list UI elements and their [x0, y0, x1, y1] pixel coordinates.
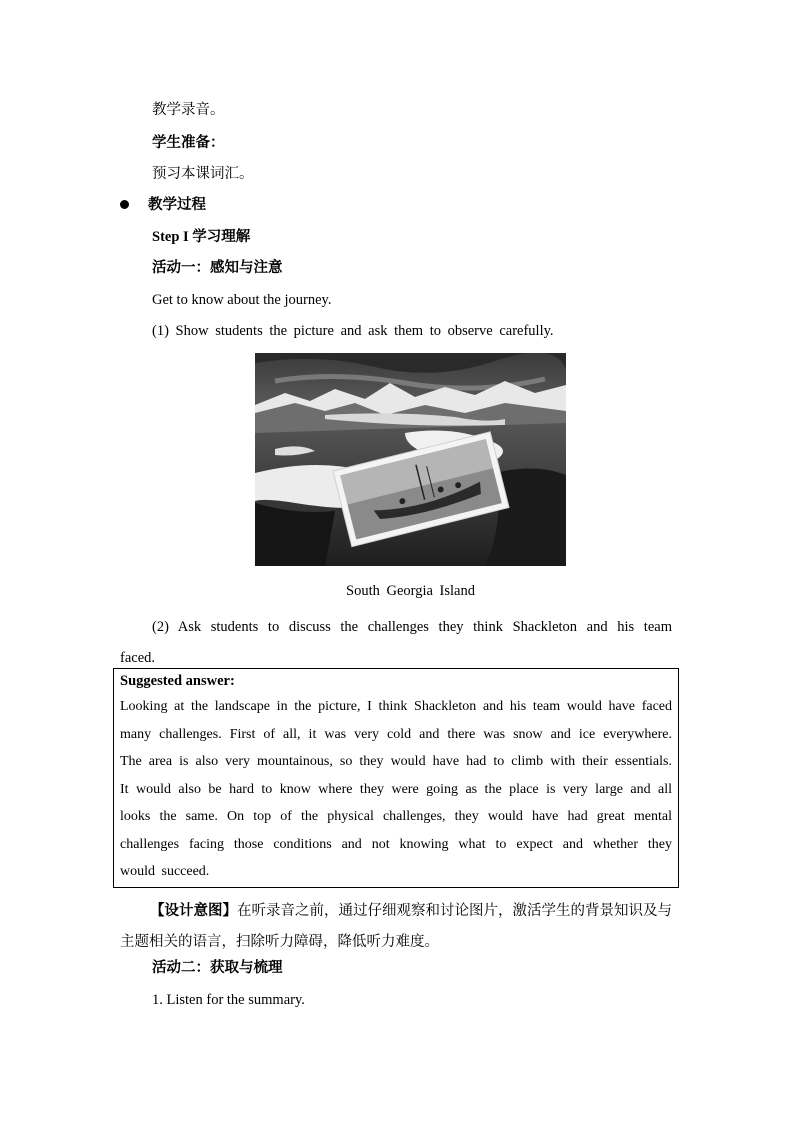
student-prep-text: 预习本课词汇。 [152, 166, 254, 182]
activity1-heading: 活动一：感知与注意 [152, 260, 283, 276]
suggested-answer-text: Looking at the landscape in the picture, I think Shackleton and his team would have faced many challenges. First of all, it was very cold and there was snow and ice everywhere. The area is also very mountainous, so they would have had to climb with their essentials. It would also be hard to know where they were going as the place is very large and all looks the same. On top of the physical challenges, they would have had great mental challenges facing those conditions and not knowing what to expect and whether they would succeed. [120, 699, 672, 879]
process-heading: 教学过程 [148, 197, 206, 213]
step-label: Step I 学习理解 [152, 229, 251, 245]
suggested-answer-box [113, 668, 679, 888]
activity2-heading: 活动二：获取与梳理 [152, 960, 283, 976]
south-georgia-photo [255, 353, 566, 566]
photo-caption: South Georgia Island [346, 583, 475, 599]
activity1-item2: (2) Ask students to discuss the challenges they think Shackleton and his team faced. [120, 619, 672, 666]
design-intent-paragraph [120, 896, 672, 958]
activity1-intro: Get to know about the journey. [152, 292, 332, 308]
design-intent-label: 【设计意图】 [150, 903, 237, 919]
activity1-item1: (1) Show students the picture and ask them to observe carefully. [152, 323, 554, 339]
design-intent-text: 在听录音之前，通过仔细观察和讨论图片，激活学生的背景知识及与主题相关的语言，扫除听力障碍，降低听力难度。 [120, 903, 672, 950]
student-prep-heading: 学生准备： [152, 135, 225, 151]
bullet-icon [120, 200, 129, 209]
activity2-item1: 1. Listen for the summary. [152, 992, 305, 1008]
teaching-recording-line: 教学录音。 [152, 102, 225, 118]
suggested-answer-title: Suggested answer: [120, 673, 235, 689]
